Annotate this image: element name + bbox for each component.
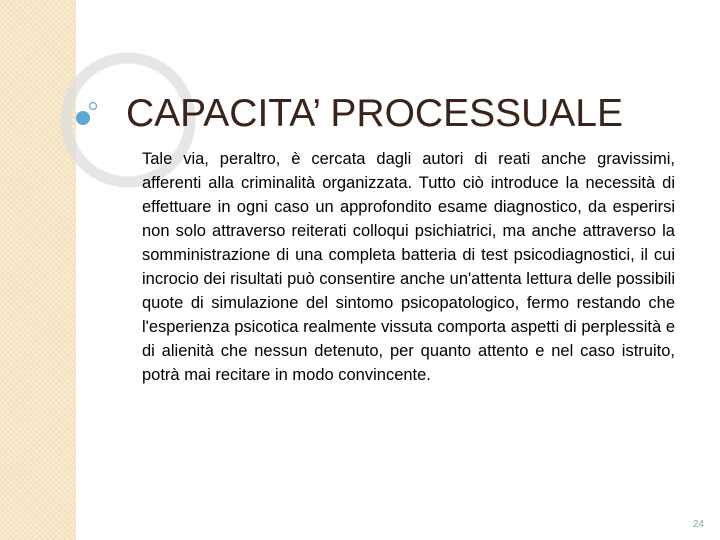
bubble-large [76, 111, 90, 125]
bubble-small [90, 103, 97, 110]
page-number: 24 [692, 519, 704, 530]
slide-title: CAPACITA’ PROCESSUALE [126, 92, 624, 135]
slide-body-text: Tale via, peraltro, è cercata dagli autori di reati anche gravissimi, afferenti alla criminalità organizzata. Tutto ciò introduce la necessità di effettuare in ogni caso un approfondito esame diagnostico, da esperirsi non solo attraverso reiterati colloqui psichiatrici, ma anche attraverso la somministrazione di una completa batteria di test psicodiagnostici, il cui incrocio dei risultati può consentire anche un'attenta lettura delle possibili quote di simulazione del sintomo psicopatologico, fermo restando che l'esperienza psicotica realmente vissuta comporta aspetti di perplessità e di alienità che nessun detenuto, per quanto attento e nel caso istruito, potrà mai recitare in modo convincente. [142, 150, 675, 384]
